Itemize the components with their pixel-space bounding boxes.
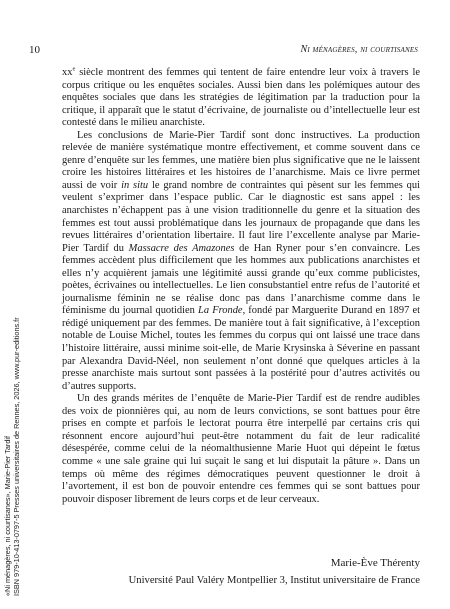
text-run: Un des grands mérites de l’enquête de Marie-Pier Tardif est de rendre audibles des voix de pionnières qui, au nom de leurs convictions, se sont battues pour être prises en compte et parfois le lectorat pourra être interpellé par certains cris qui résonnent encore aujourd’hui peut-être notamment du fait de leur radicalité désespérée, comme celui de la néomalthusienne Marie Huot qui dépeint le fœtus comme « une sale graine qui lui suçait le sang et lui disputait la pâture ». Dans un temps où même des régimes démocratiques peuvent questionner le droit à l’avortement, il est bon de pouvoir entendre ces femmes qui se sont battues pour pouvoir disposer librement de leurs corps et de leur cerveaux. xyxy=(62,393,420,505)
page-number: 10 xyxy=(29,44,40,56)
text-run: xx xyxy=(62,67,73,78)
body-text xyxy=(62,67,420,506)
text-run: , fondé par Marguerite Durand en 1897 et rédigé uniquement par des femmes. De manière tout à fait significative, à l’exception notable de Louise Michel, toutes les femmes du corpus qui ont laissé une trace dans l’histoire littéraire, aussi minime soit-elle, de Marie Krysinska à Séverine en passant par Alexandra David-Néel, non seulement n’ont donné que quelques articles à la presse anarchiste mais surtout sont passées à la postérité pour d’autres activités ou d’autres supports. xyxy=(62,305,420,392)
text-run: siècle montrent des femmes qui tentent de faire entendre leur voix à travers le corpus critique ou les enquêtes sociales. Aussi bien dans les polémiques autour des enquêtes sociales que dans les stratégies de légitimation par la traduction pour la critique, il apparaît que le statut d’écrivaine, de journaliste ou d’intellectuelle leur est contesté dans le milieu anarchiste. xyxy=(62,67,420,129)
text-run: de Han Ryner pour s’en convaincre. Les femmes accèdent plus difficilement que les hommes aux publications anarchistes et elles n’y acquièrent jamais une légitimité aussi grande qu’eux comme publicistes, poètes, écrivaines ou intellectuelles. Le lien consubstantiel entre refus de l’autorité et journalisme féminin ne se réalise donc pas dans l’anarchisme comme dans le féminisme du journal quotidien xyxy=(62,242,420,317)
running-title: Ni ménagères, ni courtisanes xyxy=(300,44,418,55)
text-run: Les conclusions de Marie-Pier Tardif sont donc instructives. La production relevée de manière systématique montre effectivement, et comme souvent dans ce genre d’enquête sur les femmes, une matière bien plus significative que ne le laissent croire les histoires littéraires et les histoires de l’anarchisme. Mais ce livre permet aussi de voir xyxy=(62,129,420,191)
paragraph xyxy=(62,130,420,393)
side-copyright-credit xyxy=(4,0,21,596)
page-header xyxy=(29,44,418,58)
paragraph xyxy=(62,67,420,130)
credit-line-title: «Ni ménagères, ni courtisanes», Marie-Pier Tardif xyxy=(3,435,12,596)
italic-span: La Fronde xyxy=(198,305,243,317)
superscript: e xyxy=(72,65,76,73)
author-affiliation: Université Paul Valéry Montpellier 3, Institut universitaire de France xyxy=(128,575,420,586)
paragraph xyxy=(62,393,420,506)
author-signature: Marie-Ève Thérenty xyxy=(330,557,420,569)
italic-span: Massacre des Amazones xyxy=(128,242,235,254)
text-run: le grand nombre de contraintes qui pèsent sur les femmes qui veulent s’exprimer dans l’espace public. Car le diagnostic est sans appel : les anarchistes n’échappent pas à une vision traditionnelle du genre et la situation des femmes est tout aussi problématique dans les journaux de propagande que dans les revues littéraires d’orientation libertaire. Il faut lire l’excellente analyse par Marie-Pier Tardif du xyxy=(62,179,420,254)
italic-span: in situ xyxy=(121,179,149,191)
credit-line-isbn: ISBN 979-10-413-0797-5 Presses universitaires de Rennes, 2026, www.pur-editions.fr xyxy=(11,317,21,596)
